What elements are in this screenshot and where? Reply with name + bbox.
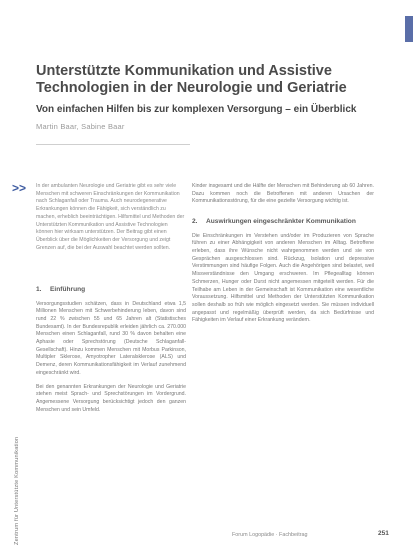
abstract-chevron-icon: >> (12, 181, 27, 195)
article-authors: Martin Baar, Sabine Baar (36, 122, 125, 131)
right-intro-paragraph: Kinder insgesamt und die Hälfte der Menschen mit Behinderung ab 60 Jahren. Dazu kommen noch die Betroffenen mit anderen Ursachen der Kommunikationsstörung, für die eine gezielte Versorgung wichtig ist. (192, 183, 374, 205)
page-number: 251 (378, 530, 389, 537)
section-heading-2 (192, 218, 374, 227)
section-number-2: 2. (192, 218, 198, 226)
section1-paragraph-1: Versorgungsstudien schätzen, dass in Deutschland etwa 1,5 Millionen Menschen mit Schwerbehinderung leben, davon sind rund 22 % zwischen 55 und 65 Jahren alt (Statistisches Bundesamt). In der Bundesrepublik erleiden jährlich ca. 270.000 Menschen einen Schlaganfall, rund 30 % davon behalten eine Aphasie oder Sprechstörung (Deutsche Schlaganfall-Gesellschaft). Hinzu kommen Menschen mit Morbus Parkinson, Multipler Sklerose, Amyotropher Lateralsklerose (ALS) und Demenz, deren Kommunikationsfähigkeit im Verlauf zunehmend eingeschränkt wird. (36, 300, 186, 376)
left-column (36, 286, 186, 420)
abstract-text: In der ambulanten Neurologie und Geriatrie gibt es sehr viele Menschen mit schweren Einschränkungen der Kommunikation nach Schlaganfall oder Trauma. Auch neurodegenerative Erkrankungen können die Fähigkeit, sich verständlich zu machen, erheblich beeinträchtigen. Hilfsmittel und Methoden der Unterstützten Kommunikation und Assistive Technologien können hier wirksam unterstützen. Der Beitrag gibt einen Überblick über die Möglichkeiten der Versorgung und zeigt Grenzen auf, die bei der Auswahl beachtet werden sollten. (36, 183, 185, 251)
section2-paragraph-1: Die Einschränkungen im Verstehen und/oder im Produzieren von Sprache führen zu einer Abhängigkeit von anderen Menschen im Alltag. Betroffene erleben, dass ihre Wünsche nicht wahrgenommen werden und sie von Gesprächen ausgeschlossen sind. Rückzug, Isolation und depressive Verstimmungen sind häufige Folgen. Auch die Angehörigen sind belastet, weil Missverständnisse den Umgang erschweren. Im Pflegealltag können Schmerzen, Hunger oder Durst nicht angemessen mitgeteilt werden. Für die Teilhabe am Leben in der Gemeinschaft ist Kommunikation eine wesentliche Voraussetzung. Hilfsmittel und Methoden der Unterstützten Kommunikation sollen deshalb so früh wie möglich eingesetzt werden. Sie müssen individuell angepasst und regelmäßig überprüft werden, da sich Bedürfnisse und Fähigkeiten im Verlauf einer Erkrankung verändern. (192, 232, 374, 324)
section-title-2: Auswirkungen eingeschränkter Kommunikation (206, 218, 356, 226)
title-divider (36, 144, 190, 145)
section-number-1: 1. (36, 286, 42, 293)
section-title-1: Einführung (50, 286, 86, 293)
vertical-side-note: Zentrum für Unterstützte Kommunikation (14, 436, 20, 545)
side-tab-marker (405, 16, 413, 42)
article-subtitle: Von einfachen Hilfen bis zur komplexen Versorgung – ein Überblick (36, 104, 357, 115)
section-heading-1 (36, 286, 186, 295)
page-footer: Forum Logopädie · Fachbeitrag (232, 532, 308, 538)
section1-paragraph-2: Bei den genannten Erkrankungen der Neurologie und Geriatrie stehen meist Sprach- und Sprechstörungen im Vordergrund. Angemessene Versorgung berücksichtigt jedoch den ganzen Menschen und sein Umfeld. (36, 383, 186, 413)
right-column (192, 183, 374, 331)
article-title: Unterstützte Kommunikation und Assistive Technologien in der Neurologie und Geriatrie (36, 63, 347, 96)
